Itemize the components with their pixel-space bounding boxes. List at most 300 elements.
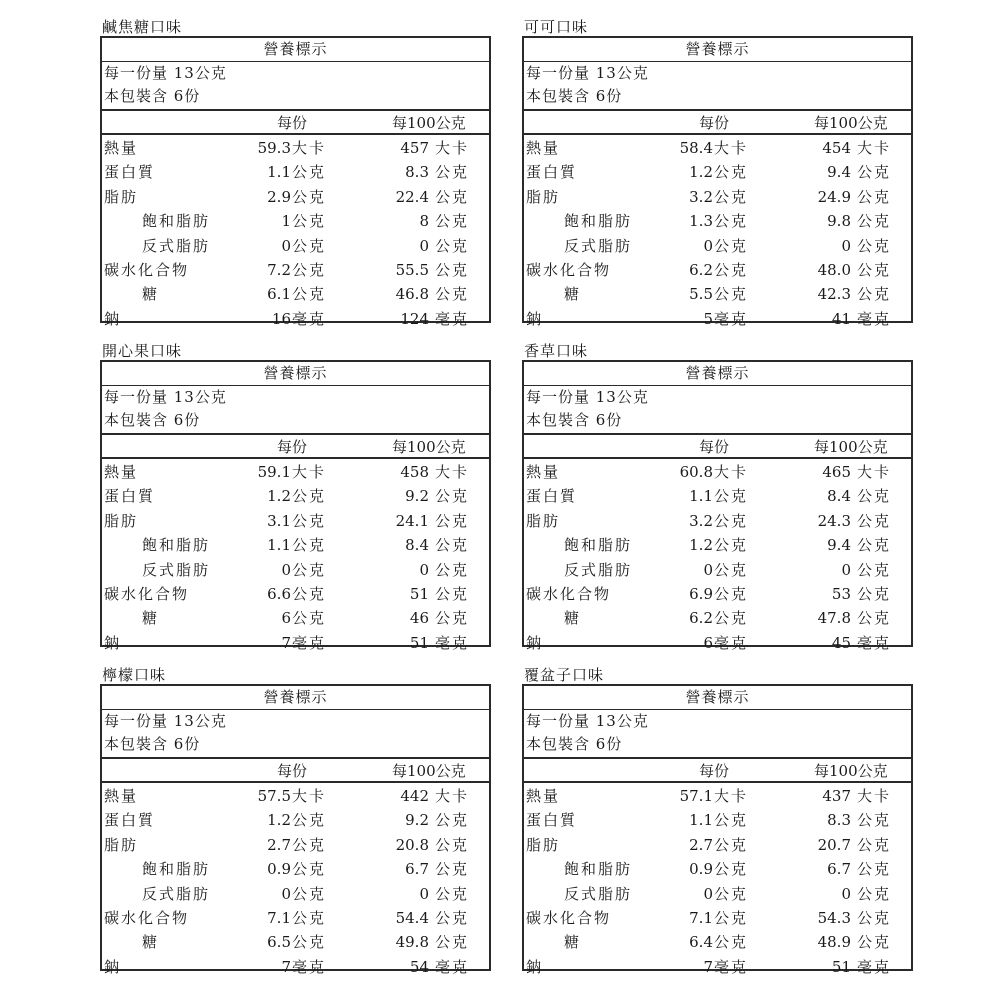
- per-100g-value: 20.7: [817, 835, 851, 854]
- servings-per-package: 本包裝含 6份: [104, 411, 201, 429]
- nutrient-row: [102, 784, 489, 808]
- per-100g-value: 51: [831, 957, 851, 976]
- per-serving-value: 7: [281, 957, 291, 976]
- column-headers: [524, 759, 911, 783]
- per-100g-value: 0: [841, 560, 851, 579]
- per-serving-value: 7: [281, 633, 291, 652]
- per-100g-value: 9.4: [827, 536, 851, 555]
- per-serving-unit: 公克: [714, 285, 749, 304]
- per-serving-unit: 公克: [714, 835, 749, 854]
- per-serving-unit: 公克: [292, 811, 327, 830]
- table-header: 營養標示: [102, 38, 489, 62]
- per-serving-unit: 公克: [292, 487, 327, 506]
- nutrient-label: 熱量: [526, 139, 561, 157]
- per-100g-unit: 毫克: [857, 309, 892, 328]
- per-100g-unit: 公克: [857, 187, 892, 206]
- nutrient-row: [524, 234, 911, 258]
- nutrient-label: 鈉: [104, 957, 122, 976]
- per-serving-value: 2.7: [689, 835, 713, 854]
- nutrient-rows: [102, 135, 489, 331]
- nutrient-rows: [524, 459, 911, 655]
- per-100g-unit: 毫克: [435, 633, 470, 652]
- table-header: 營養標示: [102, 362, 489, 386]
- per-100g-unit: 公克: [857, 811, 892, 830]
- nutrient-row: [524, 209, 911, 233]
- nutrient-row: [102, 460, 489, 484]
- nutrient-label: 鈉: [526, 957, 544, 976]
- per-serving-value: 1.2: [267, 811, 291, 830]
- servings-per-package: 本包裝含 6份: [104, 87, 201, 105]
- per-serving-unit: 公克: [292, 884, 327, 903]
- per-serving-unit: 公克: [714, 884, 749, 903]
- per-100g-unit: 大卡: [435, 787, 470, 805]
- nutrient-row: [102, 606, 489, 630]
- servings-per-package: 本包裝含 6份: [526, 87, 623, 105]
- nutrient-row: [524, 808, 911, 832]
- nutrient-label: 糖: [142, 933, 160, 952]
- per-100g-unit: 毫克: [435, 309, 470, 328]
- per-serving-unit: 毫克: [714, 309, 749, 328]
- per-serving-unit: 大卡: [714, 463, 749, 481]
- per-100g-value: 442: [400, 787, 429, 805]
- per-100g-value: 9.2: [405, 487, 429, 506]
- per-100g-unit: 公克: [435, 487, 470, 506]
- per-100g-unit: 公克: [857, 835, 892, 854]
- per-100g-unit: 公克: [435, 860, 470, 879]
- per-100g-unit: 公克: [857, 584, 892, 603]
- nutrient-label: 飽和脂肪: [142, 860, 211, 879]
- per-100g-value: 0: [841, 884, 851, 903]
- nutrient-row: [524, 160, 911, 184]
- nutrient-label: 糖: [564, 609, 582, 628]
- per-100g-value: 454: [822, 139, 851, 157]
- per-serving-value: 0.9: [689, 860, 713, 879]
- nutrient-row: [524, 606, 911, 630]
- serving-size: 每一份量 13公克: [104, 712, 227, 730]
- per-serving-unit: 毫克: [292, 633, 327, 652]
- per-serving-unit: 大卡: [292, 139, 327, 157]
- per-100g-value: 54.3: [817, 908, 851, 927]
- nutrient-label: 蛋白質: [526, 811, 578, 830]
- per-serving-value: 1.1: [267, 536, 291, 555]
- per-serving-unit: 大卡: [292, 787, 327, 805]
- nutrient-label: 熱量: [104, 787, 139, 805]
- per-100g-value: 8.3: [405, 163, 429, 182]
- nutrient-row: [102, 631, 489, 655]
- per-100g-value: 9.4: [827, 163, 851, 182]
- per-serving-value: 1.1: [689, 811, 713, 830]
- per-serving-unit: 大卡: [714, 139, 749, 157]
- per-100g-unit: 公克: [435, 163, 470, 182]
- per-100g-value: 45: [831, 633, 851, 652]
- column-headers: [102, 435, 489, 459]
- per-serving-value: 0: [703, 560, 713, 579]
- nutrition-table: [522, 36, 913, 328]
- per-100g-value: 54.4: [395, 908, 429, 927]
- per-serving-value: 6.6: [267, 584, 291, 603]
- per-100g-unit: 公克: [435, 584, 470, 603]
- per-100g-value: 22.4: [395, 187, 429, 206]
- per-serving-unit: 公克: [714, 860, 749, 879]
- per-serving-value: 16: [271, 309, 291, 328]
- serving-info: [524, 62, 911, 111]
- per-serving-value: 0: [703, 884, 713, 903]
- nutrient-label: 熱量: [104, 463, 139, 481]
- col-per-serving: 每份: [277, 762, 308, 780]
- col-per-100g: 每100公克: [814, 762, 888, 780]
- per-serving-unit: 公克: [714, 260, 749, 279]
- col-per-serving: 每份: [277, 114, 308, 132]
- nutrient-row: [524, 484, 911, 508]
- nutrient-row: [102, 833, 489, 857]
- per-serving-unit: 公克: [292, 933, 327, 952]
- per-serving-value: 57.5: [257, 787, 291, 805]
- per-100g-value: 8.3: [827, 811, 851, 830]
- per-100g-unit: 公克: [857, 884, 892, 903]
- per-serving-value: 2.7: [267, 835, 291, 854]
- column-headers: [524, 435, 911, 459]
- per-serving-value: 1.2: [267, 487, 291, 506]
- per-100g-unit: 公克: [857, 260, 892, 279]
- nutrient-row: [102, 307, 489, 331]
- per-100g-value: 47.8: [817, 609, 851, 628]
- nutrient-row: [102, 509, 489, 533]
- nutrient-label: 糖: [564, 933, 582, 952]
- nutrient-label: 蛋白質: [104, 811, 156, 830]
- per-100g-unit: 大卡: [435, 463, 470, 481]
- per-100g-value: 51: [409, 633, 429, 652]
- nutrient-label: 鈉: [104, 633, 122, 652]
- per-serving-unit: 公克: [292, 584, 327, 603]
- nutrient-label: 脂肪: [526, 835, 561, 854]
- col-per-serving: 每份: [699, 114, 730, 132]
- nutrient-label: 鈉: [104, 309, 122, 328]
- per-serving-unit: 公克: [714, 487, 749, 506]
- nutrient-label: 熱量: [104, 139, 139, 157]
- per-100g-value: 8.4: [405, 536, 429, 555]
- col-per-serving: 每份: [277, 438, 308, 456]
- nutrient-label: 蛋白質: [526, 487, 578, 506]
- nutrient-label: 碳水化合物: [104, 908, 190, 927]
- column-headers: [524, 111, 911, 135]
- nutrient-row: [102, 857, 489, 881]
- nutrient-label: 脂肪: [104, 511, 139, 530]
- per-serving-unit: 公克: [714, 511, 749, 530]
- per-serving-value: 1.3: [689, 212, 713, 231]
- nutrient-label: 碳水化合物: [526, 908, 612, 927]
- nutrient-label: 鈉: [526, 633, 544, 652]
- per-100g-value: 49.8: [395, 933, 429, 952]
- nutrient-label: 糖: [142, 609, 160, 628]
- per-serving-unit: 毫克: [714, 633, 749, 652]
- per-100g-value: 24.9: [817, 187, 851, 206]
- per-serving-value: 6.9: [689, 584, 713, 603]
- nutrient-row: [524, 258, 911, 282]
- per-serving-unit: 大卡: [292, 463, 327, 481]
- per-100g-unit: 公克: [857, 933, 892, 952]
- per-serving-unit: 公克: [714, 609, 749, 628]
- flavor-title: 可可口味: [524, 18, 589, 36]
- nutrient-row: [524, 533, 911, 557]
- per-serving-unit: 公克: [714, 212, 749, 231]
- per-serving-unit: 公克: [292, 260, 327, 279]
- per-100g-unit: 公克: [857, 487, 892, 506]
- servings-per-package: 本包裝含 6份: [526, 735, 623, 753]
- column-headers: [102, 111, 489, 135]
- per-100g-value: 54: [409, 957, 429, 976]
- per-serving-unit: 公克: [292, 860, 327, 879]
- per-serving-value: 7: [703, 957, 713, 976]
- per-100g-value: 48.0: [817, 260, 851, 279]
- servings-per-package: 本包裝含 6份: [104, 735, 201, 753]
- per-100g-unit: 公克: [857, 163, 892, 182]
- per-serving-value: 6: [281, 609, 291, 628]
- per-100g-unit: 公克: [435, 908, 470, 927]
- per-serving-unit: 公克: [714, 933, 749, 952]
- per-serving-value: 5.5: [689, 285, 713, 304]
- nutrient-label: 飽和脂肪: [564, 536, 633, 555]
- per-100g-unit: 公克: [435, 212, 470, 231]
- per-serving-unit: 公克: [292, 560, 327, 579]
- serving-size: 每一份量 13公克: [104, 64, 227, 82]
- serving-size: 每一份量 13公克: [526, 712, 649, 730]
- per-100g-unit: 公克: [435, 811, 470, 830]
- per-serving-unit: 毫克: [714, 957, 749, 976]
- nutrient-row: [102, 533, 489, 557]
- serving-size: 每一份量 13公克: [104, 388, 227, 406]
- per-100g-value: 24.1: [395, 511, 429, 530]
- col-per-100g: 每100公克: [814, 438, 888, 456]
- per-100g-value: 53: [831, 584, 851, 603]
- per-100g-unit: 公克: [857, 908, 892, 927]
- per-100g-value: 8: [419, 212, 429, 231]
- nutrient-row: [102, 808, 489, 832]
- per-100g-value: 9.2: [405, 811, 429, 830]
- nutrient-row: [102, 930, 489, 954]
- serving-info: [524, 710, 911, 759]
- per-100g-unit: 公克: [435, 560, 470, 579]
- per-100g-value: 48.9: [817, 933, 851, 952]
- flavor-title: 鹹焦糖口味: [102, 18, 183, 36]
- nutrient-label: 碳水化合物: [526, 584, 612, 603]
- nutrient-label: 蛋白質: [104, 163, 156, 182]
- nutrient-row: [102, 185, 489, 209]
- per-serving-value: 1.2: [689, 163, 713, 182]
- nutrient-row: [524, 906, 911, 930]
- nutrient-row: [102, 484, 489, 508]
- per-100g-value: 458: [400, 463, 429, 481]
- per-serving-value: 6: [703, 633, 713, 652]
- per-serving-value: 6.2: [689, 260, 713, 279]
- per-serving-unit: 公克: [714, 163, 749, 182]
- nutrient-row: [524, 307, 911, 331]
- per-serving-unit: 毫克: [292, 309, 327, 328]
- nutrient-label: 脂肪: [526, 511, 561, 530]
- per-serving-unit: 公克: [292, 835, 327, 854]
- nutrient-row: [102, 906, 489, 930]
- nutrient-row: [524, 136, 911, 160]
- per-100g-unit: 公克: [435, 511, 470, 530]
- nutrient-label: 飽和脂肪: [564, 212, 633, 231]
- col-per-serving: 每份: [699, 438, 730, 456]
- nutrient-label: 飽和脂肪: [142, 536, 211, 555]
- per-serving-value: 5: [703, 309, 713, 328]
- nutrient-label: 糖: [142, 285, 160, 304]
- nutrient-row: [524, 833, 911, 857]
- per-100g-value: 46: [409, 609, 429, 628]
- servings-per-package: 本包裝含 6份: [526, 411, 623, 429]
- per-100g-unit: 毫克: [857, 633, 892, 652]
- per-serving-value: 0: [281, 236, 291, 255]
- per-100g-value: 55.5: [395, 260, 429, 279]
- per-serving-unit: 公克: [714, 536, 749, 555]
- per-100g-value: 437: [822, 787, 851, 805]
- column-headers: [102, 759, 489, 783]
- per-100g-unit: 公克: [435, 260, 470, 279]
- per-serving-value: 0.9: [267, 860, 291, 879]
- per-100g-unit: 公克: [857, 285, 892, 304]
- table-header: 營養標示: [102, 686, 489, 710]
- serving-size: 每一份量 13公克: [526, 388, 649, 406]
- per-100g-value: 6.7: [405, 860, 429, 879]
- nutrient-row: [102, 209, 489, 233]
- per-100g-unit: 公克: [435, 187, 470, 206]
- per-100g-unit: 公克: [857, 536, 892, 555]
- nutrient-label: 反式脂肪: [142, 236, 211, 255]
- per-serving-value: 7.1: [267, 908, 291, 927]
- serving-size: 每一份量 13公克: [526, 64, 649, 82]
- per-100g-value: 20.8: [395, 835, 429, 854]
- per-serving-unit: 公克: [714, 187, 749, 206]
- per-serving-value: 1.2: [689, 536, 713, 555]
- per-100g-unit: 大卡: [435, 139, 470, 157]
- per-100g-value: 6.7: [827, 860, 851, 879]
- nutrition-table: [522, 360, 913, 652]
- per-serving-unit: 公克: [714, 560, 749, 579]
- nutrient-row: [524, 882, 911, 906]
- nutrient-label: 飽和脂肪: [142, 212, 211, 231]
- per-serving-value: 6.5: [267, 933, 291, 952]
- per-100g-unit: 公克: [857, 236, 892, 255]
- per-serving-unit: 公克: [292, 163, 327, 182]
- per-100g-unit: 公克: [435, 884, 470, 903]
- table-header: 營養標示: [524, 362, 911, 386]
- per-serving-value: 1.1: [267, 163, 291, 182]
- nutrient-row: [102, 282, 489, 306]
- per-100g-value: 41: [831, 309, 851, 328]
- per-serving-value: 6.4: [689, 933, 713, 952]
- serving-info: [102, 62, 489, 111]
- per-100g-value: 9.8: [827, 212, 851, 231]
- col-per-serving: 每份: [699, 762, 730, 780]
- per-serving-value: 2.9: [267, 187, 291, 206]
- nutrient-row: [102, 955, 489, 979]
- per-serving-value: 7.1: [689, 908, 713, 927]
- table-header: 營養標示: [524, 38, 911, 62]
- per-100g-unit: 公克: [857, 560, 892, 579]
- per-100g-value: 42.3: [817, 285, 851, 304]
- per-100g-value: 124: [400, 309, 429, 328]
- per-100g-unit: 公克: [435, 835, 470, 854]
- per-100g-value: 0: [419, 236, 429, 255]
- per-serving-value: 57.1: [679, 787, 713, 805]
- nutrient-row: [102, 136, 489, 160]
- per-100g-unit: 毫克: [435, 957, 470, 976]
- per-serving-value: 59.1: [257, 463, 291, 481]
- per-serving-unit: 公克: [714, 908, 749, 927]
- per-100g-value: 0: [419, 884, 429, 903]
- per-serving-value: 60.8: [679, 463, 713, 481]
- per-serving-value: 3.1: [267, 511, 291, 530]
- per-100g-unit: 公克: [435, 285, 470, 304]
- per-serving-unit: 公克: [292, 212, 327, 231]
- per-serving-unit: 公克: [292, 285, 327, 304]
- nutrition-table: [100, 36, 491, 328]
- nutrient-row: [102, 582, 489, 606]
- per-100g-unit: 公克: [435, 933, 470, 952]
- per-100g-unit: 公克: [857, 860, 892, 879]
- per-serving-unit: 大卡: [714, 787, 749, 805]
- nutrient-row: [524, 857, 911, 881]
- per-serving-unit: 公克: [292, 511, 327, 530]
- nutrient-label: 飽和脂肪: [564, 860, 633, 879]
- nutrient-label: 脂肪: [104, 187, 139, 206]
- per-100g-unit: 大卡: [857, 463, 892, 481]
- per-100g-value: 8.4: [827, 487, 851, 506]
- per-100g-unit: 大卡: [857, 787, 892, 805]
- per-serving-unit: 公克: [292, 609, 327, 628]
- nutrient-label: 碳水化合物: [104, 584, 190, 603]
- per-serving-value: 6.2: [689, 609, 713, 628]
- per-100g-value: 51: [409, 584, 429, 603]
- nutrient-row: [102, 234, 489, 258]
- per-serving-unit: 公克: [292, 236, 327, 255]
- serving-info: [102, 386, 489, 435]
- nutrient-rows: [524, 783, 911, 979]
- nutrition-table: [522, 684, 913, 976]
- nutrient-rows: [524, 135, 911, 331]
- flavor-title: 覆盆子口味: [524, 666, 605, 684]
- nutrition-table: [100, 684, 491, 976]
- per-100g-unit: 公克: [435, 536, 470, 555]
- nutrient-label: 反式脂肪: [564, 884, 633, 903]
- per-100g-value: 24.3: [817, 511, 851, 530]
- per-serving-value: 3.2: [689, 511, 713, 530]
- per-serving-value: 1.1: [689, 487, 713, 506]
- per-100g-unit: 大卡: [857, 139, 892, 157]
- nutrient-row: [524, 185, 911, 209]
- per-serving-value: 58.4: [679, 139, 713, 157]
- nutrient-row: [524, 460, 911, 484]
- nutrient-label: 蛋白質: [104, 487, 156, 506]
- col-per-100g: 每100公克: [392, 438, 466, 456]
- col-per-100g: 每100公克: [814, 114, 888, 132]
- per-serving-value: 3.2: [689, 187, 713, 206]
- nutrient-row: [524, 582, 911, 606]
- flavor-title: 檸檬口味: [102, 666, 167, 684]
- nutrient-row: [524, 282, 911, 306]
- per-serving-unit: 公克: [714, 811, 749, 830]
- nutrient-label: 碳水化合物: [104, 260, 190, 279]
- per-100g-unit: 公克: [857, 609, 892, 628]
- col-per-100g: 每100公克: [392, 114, 466, 132]
- per-serving-value: 7.2: [267, 260, 291, 279]
- flavor-title: 開心果口味: [102, 342, 183, 360]
- nutrient-rows: [102, 459, 489, 655]
- table-header: 營養標示: [524, 686, 911, 710]
- per-serving-value: 59.3: [257, 139, 291, 157]
- nutrient-row: [102, 558, 489, 582]
